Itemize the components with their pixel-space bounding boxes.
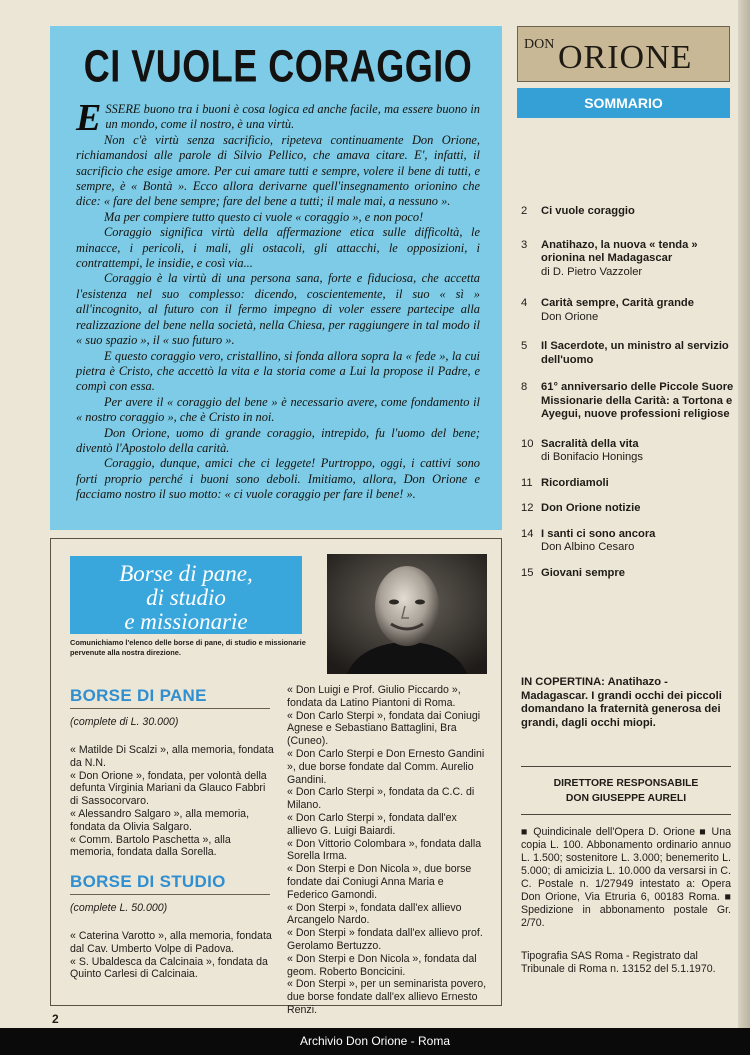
divider [521, 814, 731, 815]
borse-intro: Comunichiamo l'elenco delle borse di pane, di studio e missionarie pervenute alla nostra direzione. [70, 638, 306, 657]
editorial-paragraph: Coraggio significa virtù della affermazione etica sulle difficoltà, le minacce, i pericoli, i mali, gli ostacoli, gli attacchi, le opposizioni, i contrattempi, le insidie, e così via... [76, 225, 480, 271]
editorial-paragraph: Per avere il « coraggio del bene » è necessario avere, come fondamento il « nostro coraggio », che è Cristo in noi. [76, 394, 480, 425]
director-label: DIRETTORE RESPONSABILE [553, 778, 699, 789]
list-item: « Don Sterpi », fondata dall'ex allievo Arcangelo Nardo. [287, 901, 462, 927]
editorial-paragraph: Non c'è virtù senza sacrificio, ripeteva continuamente Don Orione, richiamandosi alle parole di Silvio Pellico, che amava citare. E', infatti, il sacrificio che esige amore. Per cui amare tutti e sempre, volere il bene di tutti, e sempre, è « Bontà ». Ecco allora derivarne quell'insegnamento orionino che dice: « fare del bene sempre; fare del bene a tutti; il male mai, a nessuno ». [76, 132, 480, 209]
portrait-image [327, 554, 487, 674]
list-item: « Don Carlo Sterpi », fondata dall'ex allievo G. Luigi Baiardi. [287, 811, 457, 837]
divider [521, 766, 731, 767]
borse-pane-list [70, 744, 275, 859]
director-name: DON GIUSEPPE AURELI [565, 793, 687, 804]
editorial-body [76, 97, 480, 503]
borse-pane-subtitle: (complete di L. 30.000) [70, 716, 179, 728]
toc-item[interactable]: 5 Il Sacerdote, un ministro al servizio dell'uomo [521, 340, 729, 366]
list-item: « Don Orione », fondata, per volontà della defunta Virginia Mariani da Glauco Fabbri di Sassocorvaro. [70, 769, 267, 808]
table-of-contents [521, 205, 734, 580]
director-block [521, 776, 731, 806]
list-item: « Caterina Varotto », alla memoria, fondata dal Cav. Umberto Volpe di Padova. [70, 930, 272, 955]
masthead-don: DON [524, 37, 555, 52]
borse-studio-heading: BORSE DI STUDIO [70, 872, 226, 891]
editorial-paragraph: Coraggio, dunque, amici che ci leggete! Purtroppo, oggi, i cattivi sono forti proprio perché i buoni sono deboli. Imitiamo, allora, Don Orione e facciamo nostro il suo motto: « ci vuole coraggio per fare il bene! ». [76, 456, 480, 502]
printer-info: Tipografia SAS Roma - Registrato dal Tribunale di Roma n. 13152 del 5.1.1970. [521, 950, 716, 975]
editorial-box [50, 26, 502, 530]
masthead-logo [517, 26, 730, 82]
toc-item[interactable]: 12 Don Orione notizie [521, 502, 641, 514]
list-item: « Don Sterpi e Don Nicola », due borse fondate dai Coniugi Anna Maria e Federico Gamondi. [287, 863, 472, 901]
toc-item[interactable]: 8 61° anniversario delle Piccole Suore Missionarie della Carità: a Tortona e Ayegui, nuove professioni religiose [521, 381, 734, 420]
editorial-paragraph: E questo coraggio vero, cristallino, si fonda allora sopra la « fede », la cui pietra è Cristo, che accettò la vita e la storia come a Lui la propose il Padre, e compì con essa. [76, 348, 480, 394]
list-item: « Don Sterpi », per un seminarista povero, due borse fondate dall'ex allievo Ernesto Renzi. [287, 978, 487, 1016]
don-orione-photo [327, 554, 487, 674]
editorial-paragraph: ESSERE buono tra i buoni è cosa logica ed anche facile, ma essere buono in un mondo, come il nostro, è una virtù. [76, 97, 480, 139]
borse-pane-heading: BORSE DI PANE [70, 686, 207, 705]
list-item: « Don Sterpi » fondata dall'ex allievo prof. Gerolamo Bertuzzo. [287, 927, 483, 952]
archive-footer: Archivio Don Orione - Roma [0, 1028, 750, 1055]
editorial-title: CI VUOLE CORAGGIO [83, 40, 473, 92]
borse-banner: Borse di pane, di studio e missionarie [70, 556, 302, 634]
borse-missionarie-list [287, 684, 487, 1017]
list-item: « Alessandro Salgaro », alla memoria, fondata da Olivia Salgaro. [70, 807, 250, 833]
toc-item[interactable]: 4 Carità sempre, Carità grande Don Orione [521, 297, 694, 323]
borse-studio-list [70, 930, 275, 981]
cover-caption: IN COPERTINA: Anatihazo - Madagascar. I grandi occhi dei piccoli domandano la fraternità generosa dei grandi, dagli occhi miopi. [521, 676, 722, 729]
toc-item[interactable]: 15 Giovani sempre [521, 566, 625, 579]
sommario-heading: SOMMARIO [517, 88, 730, 118]
subscription-info: ■ Quindicinale dell'Opera D. Orione ■ Una copia L. 100. Abbonamento ordinario annuo L. 1.500; sostenitore L. 3.000; benemerito L. 5.000; di amicizia L. 10.000 da versarsi in C. C. Postale n. 1/27949 intestato a: Opera Don Orione, Via Etruria 6, 00183 Roma. ■ Spedizione in abbonamento postale Gr. 2/70. [521, 826, 731, 929]
editorial-paragraph: Don Orione, uomo di grande coraggio, intrepido, fu l'uomo del bene; diventò l'Apostolo della carità. [76, 425, 480, 455]
list-item: « S. Ubaldesca da Calcinaia », fondata da Quinto Carlesi di Calcinaia. [70, 955, 268, 981]
list-item: « Don Vittorio Colombara », fondata dalla Sorella Irma. [287, 837, 482, 863]
drop-cap: E [76, 97, 102, 139]
list-item: « Don Sterpi e Don Nicola », fondata dal geom. Roberto Boncicini. [287, 952, 477, 978]
list-item: « Don Carlo Sterpi », fondata da C.C. di Milano. [287, 786, 475, 812]
list-item: « Don Carlo Sterpi e Don Ernesto Gandini », due borse fondate dal Comm. Aurelio Gandini. [287, 747, 485, 786]
toc-item[interactable]: 11 Ricordiamoli [521, 476, 609, 489]
toc-item[interactable]: 3 Anatihazo, la nuova « tenda » orionina nel Madagascar di D. Pietro Vazzoler [521, 238, 698, 278]
toc-item[interactable]: 2 Ci vuole coraggio [521, 205, 635, 217]
editorial-paragraph: Ma per compiere tutto questo ci vuole « coraggio », e non poco! [104, 209, 424, 224]
masthead-orione: ORIONE [558, 39, 693, 76]
editorial-paragraph: Coraggio è la virtù di una persona sana, forte e fiduciosa, che accetta l'esistenza nel suo complesso: dicendo, coscientemente, il suo « sì » all'incognito, al futuro con il fermo impegno di voler essere partecipe alla realizzazione del bene nella società, nella Chiesa, per raggiungere in tal modo il « suo spazio », il « suo futuro ». [76, 271, 480, 348]
page-edge [738, 0, 750, 1028]
toc-item[interactable]: 14 I santi ci sono ancora Don Albino Cesaro [521, 527, 656, 553]
borse-studio-subtitle: (complete L. 50.000) [70, 902, 168, 914]
toc-item[interactable]: 10 Sacralità della vita di Bonifacio Honings [521, 437, 643, 463]
page-number: 2 [52, 1012, 59, 1026]
divider [70, 708, 270, 709]
list-item: « Matilde Di Scalzi », alla memoria, fondata da N.N. [70, 744, 274, 769]
divider [70, 894, 270, 895]
list-item: « Don Luigi e Prof. Giulio Piccardo », fondata da Latino Piantoni di Roma. [287, 684, 461, 709]
list-item: « Don Carlo Sterpi », fondata dai Coniugi Agnese e Sebastiano Battaglini, Bra (Cuneo). [287, 709, 481, 748]
list-item: « Comm. Bartolo Paschetta », alla memoria, fondata dalla Sorella. [70, 833, 231, 859]
